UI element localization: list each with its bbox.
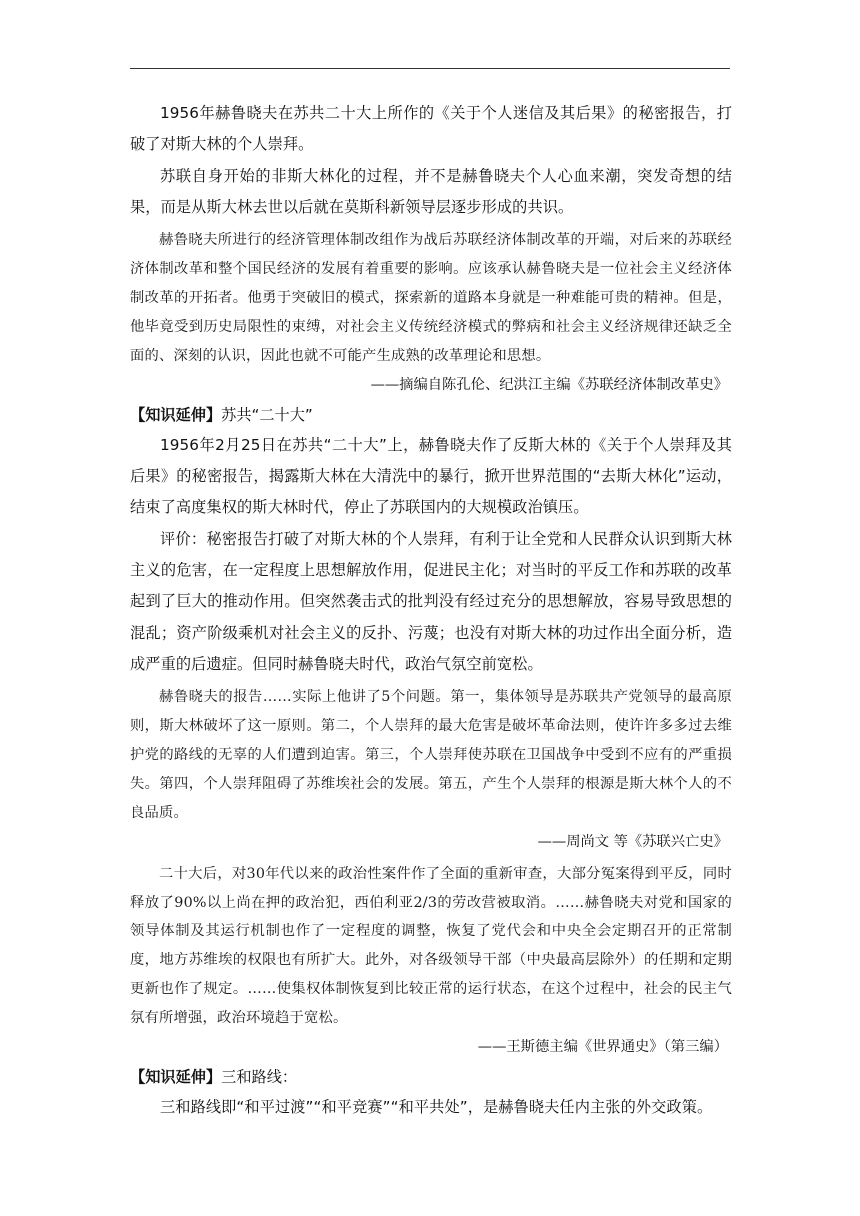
heading-label: 【知识延伸】: [130, 1068, 222, 1087]
heading-title: 苏共“二十大”: [221, 405, 313, 424]
document-body: [130, 98, 732, 1123]
quote-source-five-issues: ——周尚文 等《苏联兴亡史》: [537, 833, 728, 850]
heading-label: 【知识延伸】: [130, 405, 222, 424]
header-rule: [130, 68, 730, 69]
heading-title: 三和路线：: [221, 1068, 298, 1087]
quote-source-economic-reform: ——摘编自陈孔伦、纪洪江主编《苏联经济体制改革史》: [370, 376, 728, 393]
quote-five-issues: 赫鲁晓夫的报告……实际上他讲了5个问题。第一，集体领导是苏联共产党领导的最高原则，斯大林破坏了这一原则。第二，个人崇拜的最大危害是破坏革命法则，使许许多多过去维护党的路线的无辜的人们遭到迫害。第三，个人崇拜使苏联在卫国战争中受到不应有的严重损失。第四，个人崇拜阻碍了苏维埃社会的发展。第五，产生个人崇拜的根源是斯大林个人的不良品质。: [130, 689, 732, 821]
quote-rehabilitation: 二十大后，对30年代以来的政治性案件作了全面的重新审查，大部分冤案得到平反，同时释放了90%以上尚在押的政治犯，西伯利亚2/3的劳改营被取消。……赫鲁晓夫对党和国家的领导体制及其运行机制也作了一定程度的调整，恢复了党代会和中央全会定期召开的正常制度，地方苏维埃的权限也有所扩大。此外，对各级领导干部（中央最高层除外）的任期和定期更新也作了规定。……使集权体制恢复到比较正常的运行状态，在这个过程中，社会的民主气氛有所增强，政治环境趋于宽松。: [130, 865, 732, 1027]
section-heading-three-peace-line: [130, 1062, 732, 1092]
paragraph-evaluation: 评价：秘密报告打破了对斯大林的个人崇拜，有利于让全党和人民群众认识到斯大林主义的危害，在一定程度上思想解放作用，促进民主化；对当时的平反工作和苏联的改革起到了巨大的推动作用。但突然袭击式的批判没有经过充分的思想解放，容易导致思想的混乱；资产阶级乘机对社会主义的反扑、污蔑；也没有对斯大林的功过作出全面分析，造成严重的后遗症。但同时赫鲁晓夫时代，政治气氛空前宽松。: [130, 529, 732, 673]
quote-economic-reform: 赫鲁晓夫所进行的经济管理体制改组作为战后苏联经济体制改革的开端，对后来的苏联经济体制改革和整个国民经济的发展有着重要的影响。应该承认赫鲁晓夫是一位社会主义经济体制改革的开拓者。他勇于突破旧的模式，探索新的道路本身就是一种难能可贵的精神。但是，他毕竟受到历史局限性的束缚，对社会主义传统经济模式的弊病和社会主义经济规律还缺乏全面的、深刻的认识，因此也就不可能产生成熟的改革理论和思想。: [130, 232, 732, 364]
paragraph-congress-report: 1956年2月25日在苏共“二十大”上，赫鲁晓夫作了反斯大林的《关于个人崇拜及其后果》的秘密报告，揭露斯大林在大清洗中的暴行，掀开世界范围的“去斯大林化”运动，结束了高度集权的斯大林时代，停止了苏联国内的大规模政治镇压。: [130, 435, 732, 517]
paragraph-three-peace-line: 三和路线即“和平过渡”“和平竞赛”“和平共处”，是赫鲁晓夫任内主张的外交政策。: [160, 1098, 713, 1117]
section-heading-twentieth-congress: [130, 400, 732, 430]
paragraph-secret-report: 1956年赫鲁晓夫在苏共二十大上所作的《关于个人迷信及其后果》的秘密报告，打破了对斯大林的个人崇拜。: [130, 104, 732, 154]
quote-source-rehabilitation: ——王斯德主编《世界通史》（第三编）: [477, 1039, 728, 1056]
paragraph-destalinization: 苏联自身开始的非斯大林化的过程，并不是赫鲁晓夫个人心血来潮，突发奇想的结果，而是从斯大林去世以后就在莫斯科新领导层逐步形成的共识。: [130, 166, 732, 216]
